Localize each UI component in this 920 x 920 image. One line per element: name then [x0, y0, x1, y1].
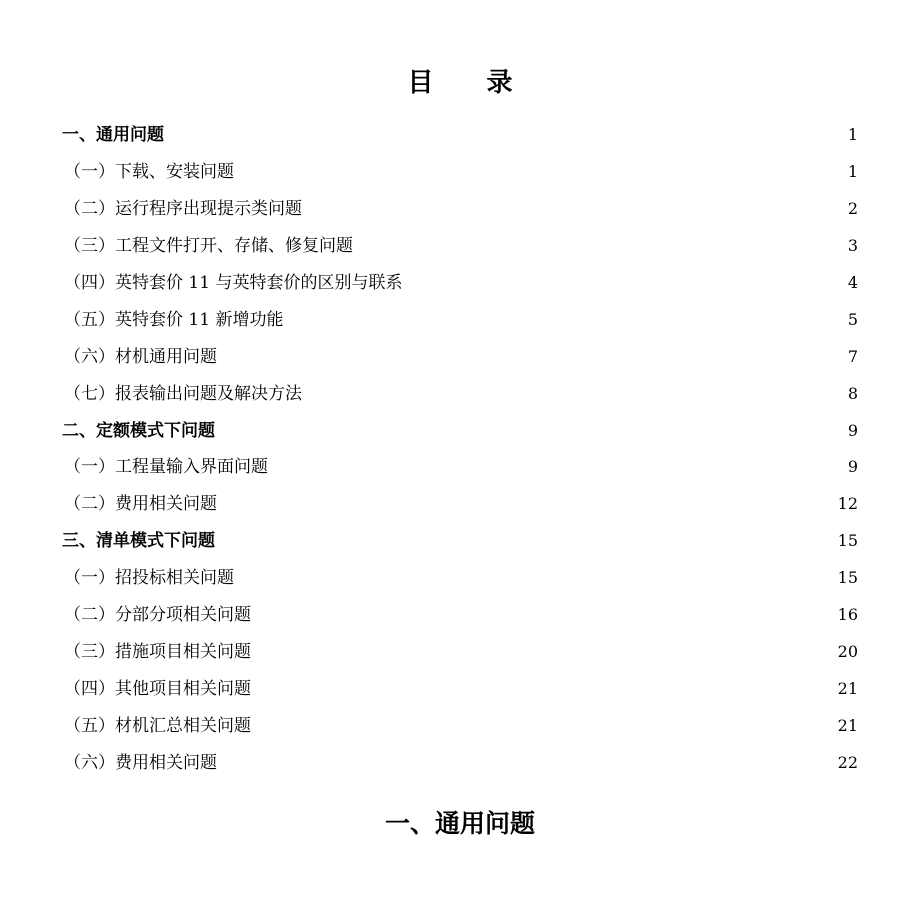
toc-entry-label: 三、清单模式下问题	[62, 531, 215, 552]
toc-entry-section[interactable]	[62, 670, 858, 707]
toc-entry-page-number: 21	[837, 678, 858, 698]
toc-dot-leader	[257, 716, 832, 736]
toc-entry-label: （二）分部分项相关问题	[64, 605, 251, 626]
toc-dot-leader	[240, 162, 842, 182]
toc-dot-leader	[170, 125, 842, 145]
toc-entry-section[interactable]	[62, 633, 858, 670]
toc-entry-label: （二）运行程序出现提示类问题	[64, 199, 302, 220]
toc-entry-label: （三）工程文件打开、存储、修复问题	[64, 236, 353, 257]
toc-entry-page-number: 22	[837, 752, 858, 772]
toc-entry-page-number: 15	[837, 531, 858, 551]
toc-entry-label: （一）下载、安装问题	[64, 162, 234, 183]
toc-entry-label: 一、通用问题	[62, 125, 164, 146]
toc-dot-leader	[223, 494, 832, 514]
toc-entry-section[interactable]	[62, 338, 858, 375]
toc-entry-page-number: 21	[837, 715, 858, 735]
toc-title: 目 录	[407, 68, 535, 98]
toc-entry-section[interactable]	[62, 744, 858, 781]
toc-dot-leader	[240, 568, 832, 588]
toc-entry-page-number: 12	[837, 494, 858, 514]
toc-dot-leader	[408, 273, 841, 293]
toc-dot-leader	[257, 605, 832, 625]
toc-dot-leader	[257, 679, 832, 699]
toc-entry-page-number: 9	[847, 420, 858, 440]
table-of-contents	[62, 117, 858, 781]
toc-entry-section[interactable]	[62, 228, 858, 265]
toc-entry-section[interactable]	[62, 560, 858, 597]
toc-dot-leader	[289, 310, 841, 330]
toc-entry-label: （四）英特套价 11 与英特套价的区别与联系	[64, 273, 403, 293]
toc-dot-leader	[308, 199, 842, 219]
toc-entry-section[interactable]	[62, 301, 858, 338]
toc-entry-label: （七）报表输出问题及解决方法	[64, 383, 302, 404]
toc-entry-page-number: 1	[847, 125, 858, 145]
toc-entry-page-number: 3	[847, 236, 858, 256]
toc-dot-leader	[223, 347, 842, 367]
toc-entry-chapter[interactable]	[62, 523, 858, 560]
toc-entry-page-number: 16	[837, 605, 858, 625]
toc-entry-chapter[interactable]	[62, 117, 858, 154]
toc-entry-section[interactable]	[62, 449, 858, 486]
toc-entry-label: （一）招投标相关问题	[64, 568, 234, 589]
toc-dot-leader	[308, 384, 842, 404]
toc-entry-section[interactable]	[62, 191, 858, 228]
toc-entry-label: （三）措施项目相关问题	[64, 641, 251, 662]
toc-entry-page-number: 4	[847, 273, 858, 292]
toc-entry-label: （五）材机汇总相关问题	[64, 715, 251, 736]
toc-entry-page-number: 8	[847, 383, 858, 403]
toc-entry-label: （六）费用相关问题	[64, 752, 217, 773]
toc-entry-section[interactable]	[62, 707, 858, 744]
toc-entry-label: 二、定额模式下问题	[62, 420, 215, 441]
section-heading: 一、通用问题	[384, 809, 535, 838]
toc-dot-leader	[221, 531, 832, 551]
toc-entry-page-number: 2	[847, 199, 858, 219]
toc-dot-leader	[223, 753, 832, 773]
toc-entry-page-number: 7	[847, 346, 858, 366]
toc-entry-section[interactable]	[62, 597, 858, 634]
toc-entry-page-number: 1	[847, 162, 858, 182]
toc-dot-leader	[221, 421, 842, 441]
toc-entry-section[interactable]	[62, 486, 858, 523]
toc-entry-section[interactable]	[62, 375, 858, 412]
toc-entry-page-number: 15	[837, 568, 858, 588]
toc-entry-page-number: 20	[837, 641, 858, 661]
toc-entry-page-number: 5	[847, 309, 858, 329]
toc-entry-page-number: 9	[847, 457, 858, 477]
toc-dot-leader	[359, 236, 842, 256]
toc-entry-section[interactable]	[62, 265, 858, 302]
toc-dot-leader	[274, 457, 842, 477]
toc-dot-leader	[257, 642, 832, 662]
toc-entry-label: （二）费用相关问题	[64, 494, 217, 515]
toc-entry-label: （五）英特套价 11 新增功能	[64, 309, 284, 330]
toc-entry-chapter[interactable]	[62, 412, 858, 449]
toc-entry-label: （四）其他项目相关问题	[64, 678, 251, 699]
toc-entry-section[interactable]	[62, 154, 858, 191]
toc-entry-label: （一）工程量输入界面问题	[64, 457, 268, 478]
toc-entry-label: （六）材机通用问题	[64, 346, 217, 367]
